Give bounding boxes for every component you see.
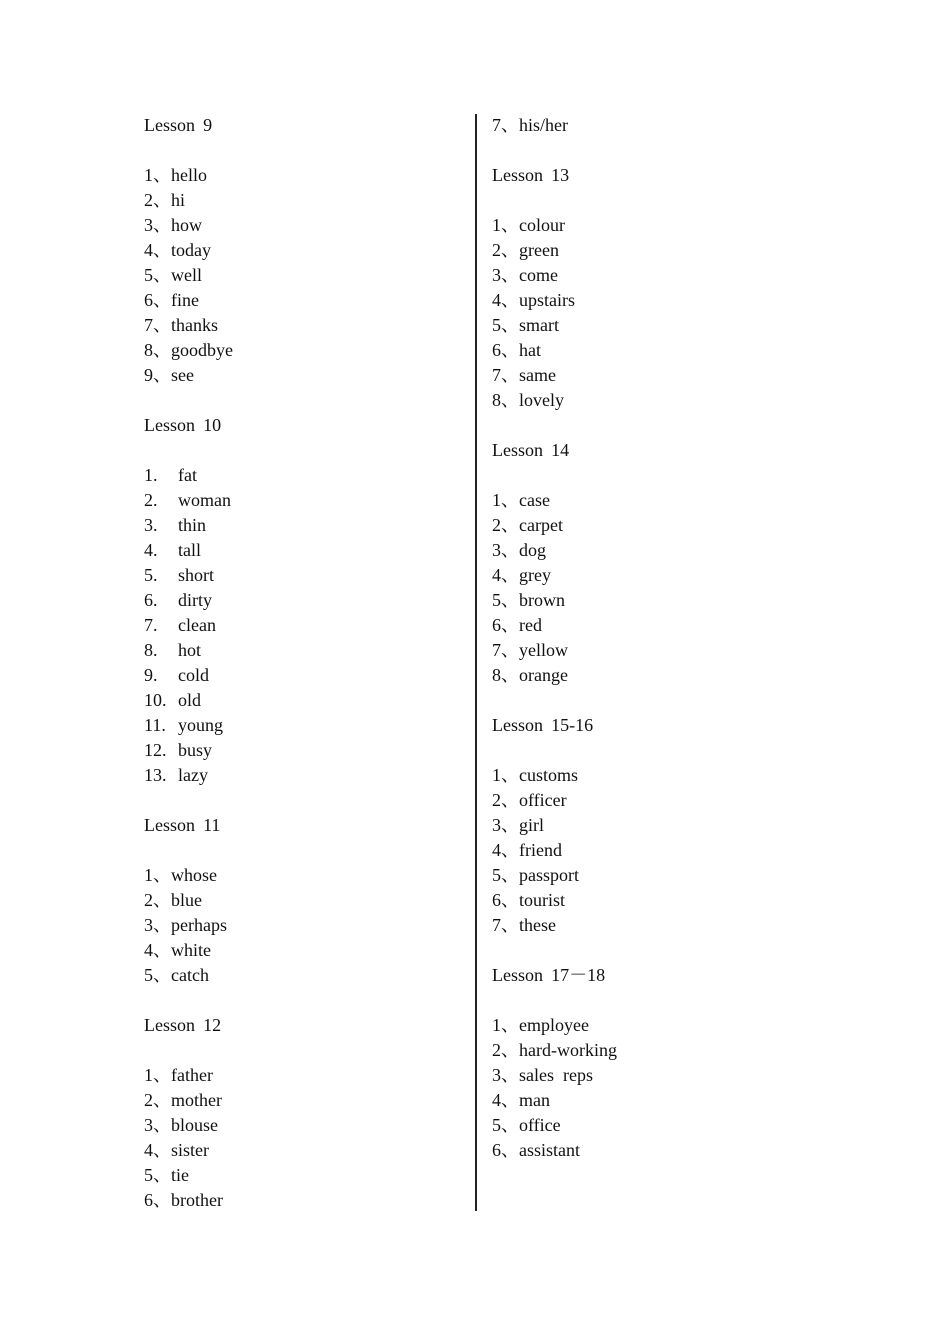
vocab-item bbox=[492, 513, 812, 538]
vocab-word: same bbox=[519, 365, 556, 385]
item-number: 7. bbox=[144, 615, 158, 635]
item-number: 2、 bbox=[144, 890, 171, 910]
item-number: 6、 bbox=[492, 1140, 519, 1160]
blank-line bbox=[492, 413, 812, 438]
vocab-word: hard-working bbox=[519, 1040, 617, 1060]
blank-line bbox=[492, 738, 812, 763]
vocab-item bbox=[144, 1163, 464, 1188]
blank-line bbox=[144, 138, 464, 163]
vocab-item bbox=[144, 1138, 464, 1163]
item-number: 7、 bbox=[492, 640, 519, 660]
item-number: 5、 bbox=[492, 1115, 519, 1135]
vocab-item bbox=[144, 1113, 464, 1138]
item-number: 6、 bbox=[492, 890, 519, 910]
blank-line bbox=[144, 838, 464, 863]
vocab-word: employee bbox=[519, 1015, 589, 1035]
vocab-item bbox=[144, 663, 464, 688]
item-number: 5、 bbox=[492, 315, 519, 335]
vocab-word: busy bbox=[178, 740, 213, 760]
item-number: 5. bbox=[144, 565, 158, 585]
lesson-number: 10 bbox=[203, 415, 222, 435]
vocab-item bbox=[144, 488, 464, 513]
lesson-heading bbox=[492, 713, 812, 738]
vocab-word: dog bbox=[519, 540, 546, 560]
item-number: 12. bbox=[144, 740, 167, 760]
vocab-item bbox=[492, 838, 812, 863]
lesson-label: Lesson bbox=[144, 815, 195, 835]
item-number: 5、 bbox=[492, 865, 519, 885]
vocab-word: woman bbox=[178, 490, 231, 510]
blank-line bbox=[492, 688, 812, 713]
vocab-word: today bbox=[171, 240, 211, 260]
vocab-word: customs bbox=[519, 765, 579, 785]
vocab-item bbox=[144, 938, 464, 963]
right-column bbox=[492, 113, 812, 1163]
vocab-item bbox=[492, 213, 812, 238]
lesson-label: Lesson bbox=[144, 1015, 195, 1035]
vocab-word: carpet bbox=[519, 515, 563, 535]
lesson-label: Lesson bbox=[492, 715, 543, 735]
item-number: 2、 bbox=[144, 1090, 171, 1110]
item-number: 1、 bbox=[492, 215, 519, 235]
vocab-item bbox=[144, 1188, 464, 1213]
vocab-word: his/her bbox=[519, 115, 568, 135]
vocab-item bbox=[492, 338, 812, 363]
item-number: 5、 bbox=[144, 965, 171, 985]
item-number: 4、 bbox=[492, 565, 519, 585]
vocab-item bbox=[144, 713, 464, 738]
item-number: 1. bbox=[144, 465, 158, 485]
vocab-word: father bbox=[171, 1065, 213, 1085]
item-number: 6、 bbox=[144, 1190, 171, 1210]
item-number: 8、 bbox=[492, 390, 519, 410]
vocab-item bbox=[492, 1013, 812, 1038]
vocab-word: old bbox=[178, 690, 202, 710]
vocab-item bbox=[492, 1063, 812, 1088]
vocab-word: hat bbox=[519, 340, 541, 360]
vocab-word: fine bbox=[171, 290, 199, 310]
lesson-heading bbox=[144, 113, 464, 138]
item-number: 4、 bbox=[492, 1090, 519, 1110]
vocab-item bbox=[144, 313, 464, 338]
item-number: 4. bbox=[144, 540, 158, 560]
vocab-item bbox=[492, 588, 812, 613]
vocab-item bbox=[144, 1063, 464, 1088]
vocab-item bbox=[492, 488, 812, 513]
vocab-item bbox=[144, 463, 464, 488]
vocab-word: clean bbox=[178, 615, 216, 635]
lesson-heading bbox=[144, 413, 464, 438]
lesson-number: 14 bbox=[551, 440, 570, 460]
item-number: 6、 bbox=[492, 340, 519, 360]
vocab-word: perhaps bbox=[171, 915, 227, 935]
vocab-word: dirty bbox=[178, 590, 212, 610]
item-number: 3、 bbox=[492, 1065, 519, 1085]
item-number: 1、 bbox=[492, 765, 519, 785]
vocab-word: cold bbox=[178, 665, 209, 685]
lesson-label: Lesson bbox=[492, 440, 543, 460]
vocab-item bbox=[492, 1038, 812, 1063]
vocab-item bbox=[144, 1088, 464, 1113]
vocab-item bbox=[144, 863, 464, 888]
vocab-word: lazy bbox=[178, 765, 208, 785]
vocab-item bbox=[492, 613, 812, 638]
item-number: 4、 bbox=[144, 940, 171, 960]
vocab-item bbox=[492, 1088, 812, 1113]
item-number: 1、 bbox=[144, 1065, 171, 1085]
vocab-word: how bbox=[171, 215, 202, 235]
vocab-word: girl bbox=[519, 815, 544, 835]
vocab-item bbox=[144, 588, 464, 613]
vocab-item bbox=[144, 288, 464, 313]
vocab-word: orange bbox=[519, 665, 568, 685]
vocab-word: catch bbox=[171, 965, 209, 985]
item-number: 5、 bbox=[144, 1165, 171, 1185]
vocab-word: young bbox=[178, 715, 223, 735]
item-number: 3、 bbox=[144, 215, 171, 235]
vocab-item bbox=[492, 663, 812, 688]
lesson-number: 12 bbox=[203, 1015, 222, 1035]
vocab-item bbox=[144, 888, 464, 913]
vocab-word: thanks bbox=[171, 315, 218, 335]
lesson-heading bbox=[144, 813, 464, 838]
vocab-word: assistant bbox=[519, 1140, 580, 1160]
vocab-word: whose bbox=[171, 865, 217, 885]
vocab-item bbox=[492, 1113, 812, 1138]
vocab-item bbox=[492, 638, 812, 663]
lesson-heading bbox=[492, 963, 812, 988]
lesson-label: Lesson bbox=[492, 165, 543, 185]
blank-line bbox=[492, 138, 812, 163]
item-number: 9. bbox=[144, 665, 158, 685]
lesson-number: 9 bbox=[203, 115, 213, 135]
item-number: 3. bbox=[144, 515, 158, 535]
lesson-number: 13 bbox=[551, 165, 570, 185]
vocab-word: see bbox=[171, 365, 194, 385]
vocab-word: hello bbox=[171, 165, 207, 185]
vocab-word: green bbox=[519, 240, 559, 260]
vocab-word: yellow bbox=[519, 640, 568, 660]
item-number: 3、 bbox=[492, 265, 519, 285]
item-number: 6、 bbox=[144, 290, 171, 310]
vocab-word: these bbox=[519, 915, 556, 935]
column-divider bbox=[475, 114, 477, 1211]
item-number: 3、 bbox=[492, 540, 519, 560]
vocab-word: passport bbox=[519, 865, 579, 885]
lesson-number: 11 bbox=[203, 815, 221, 835]
vocab-word: office bbox=[519, 1115, 561, 1135]
item-number: 4、 bbox=[144, 240, 171, 260]
vocab-word: goodbye bbox=[171, 340, 233, 360]
lesson-label: Lesson bbox=[144, 415, 195, 435]
vocab-item bbox=[144, 188, 464, 213]
item-number: 1、 bbox=[492, 1015, 519, 1035]
blank-line bbox=[492, 188, 812, 213]
vocab-item bbox=[492, 238, 812, 263]
item-number: 8、 bbox=[144, 340, 171, 360]
vocab-word: grey bbox=[519, 565, 551, 585]
vocab-word: white bbox=[171, 940, 211, 960]
vocab-item bbox=[492, 913, 812, 938]
vocab-item bbox=[144, 363, 464, 388]
lesson-label: Lesson bbox=[144, 115, 195, 135]
vocab-item bbox=[492, 288, 812, 313]
item-number: 5、 bbox=[492, 590, 519, 610]
item-number: 7、 bbox=[492, 915, 519, 935]
blank-line bbox=[492, 988, 812, 1013]
item-number: 4、 bbox=[492, 840, 519, 860]
vocab-item bbox=[492, 313, 812, 338]
item-number: 7、 bbox=[144, 315, 171, 335]
item-number: 1、 bbox=[144, 165, 171, 185]
vocab-word: upstairs bbox=[519, 290, 575, 310]
blank-line bbox=[144, 388, 464, 413]
vocab-item bbox=[492, 363, 812, 388]
blank-line bbox=[144, 788, 464, 813]
vocab-word: mother bbox=[171, 1090, 222, 1110]
lesson-heading bbox=[492, 438, 812, 463]
item-number: 8、 bbox=[492, 665, 519, 685]
item-number: 8. bbox=[144, 640, 158, 660]
vocab-word: blue bbox=[171, 890, 202, 910]
vocab-word: man bbox=[519, 1090, 550, 1110]
lesson-heading bbox=[492, 163, 812, 188]
lesson-number: 15-16 bbox=[551, 715, 594, 735]
item-number: 6、 bbox=[492, 615, 519, 635]
vocab-word: hi bbox=[171, 190, 186, 210]
item-number: 2、 bbox=[492, 790, 519, 810]
vocab-word: well bbox=[171, 265, 202, 285]
item-number: 11. bbox=[144, 715, 166, 735]
vocab-word: blouse bbox=[171, 1115, 218, 1135]
vocab-word: officer bbox=[519, 790, 567, 810]
vocab-item bbox=[492, 1138, 812, 1163]
item-number: 2、 bbox=[144, 190, 171, 210]
vocab-item bbox=[144, 913, 464, 938]
item-number: 1、 bbox=[144, 865, 171, 885]
vocab-word: case bbox=[519, 490, 550, 510]
item-number: 2、 bbox=[492, 240, 519, 260]
vocab-item bbox=[144, 513, 464, 538]
vocab-word: fat bbox=[178, 465, 197, 485]
blank-line bbox=[144, 1038, 464, 1063]
vocab-item bbox=[144, 963, 464, 988]
vocab-item bbox=[144, 238, 464, 263]
vocab-item bbox=[144, 688, 464, 713]
item-number: 4、 bbox=[492, 290, 519, 310]
vocab-item bbox=[492, 888, 812, 913]
vocab-item bbox=[492, 113, 812, 138]
vocab-word: tourist bbox=[519, 890, 566, 910]
vocab-item bbox=[492, 388, 812, 413]
vocab-item bbox=[144, 738, 464, 763]
vocab-word: tie bbox=[171, 1165, 189, 1185]
vocab-item bbox=[144, 638, 464, 663]
item-number: 2、 bbox=[492, 1040, 519, 1060]
left-column bbox=[144, 113, 464, 1213]
vocab-item bbox=[144, 263, 464, 288]
vocab-item bbox=[144, 163, 464, 188]
vocab-word: sales reps bbox=[519, 1065, 593, 1085]
vocab-item bbox=[492, 763, 812, 788]
item-number: 13. bbox=[144, 765, 167, 785]
vocab-item bbox=[492, 813, 812, 838]
vocab-word: brown bbox=[519, 590, 565, 610]
item-number: 3、 bbox=[144, 915, 171, 935]
vocab-item bbox=[492, 263, 812, 288]
vocab-word: colour bbox=[519, 215, 565, 235]
item-number: 7、 bbox=[492, 365, 519, 385]
vocab-word: tall bbox=[178, 540, 201, 560]
blank-line bbox=[492, 938, 812, 963]
vocab-word: brother bbox=[171, 1190, 223, 1210]
blank-line bbox=[144, 438, 464, 463]
item-number: 2. bbox=[144, 490, 158, 510]
vocab-word: smart bbox=[519, 315, 559, 335]
vocab-item bbox=[144, 338, 464, 363]
item-number: 5、 bbox=[144, 265, 171, 285]
vocab-word: come bbox=[519, 265, 558, 285]
vocab-word: short bbox=[178, 565, 214, 585]
vocab-item bbox=[144, 763, 464, 788]
vocab-item bbox=[492, 863, 812, 888]
vocab-word: thin bbox=[178, 515, 207, 535]
lesson-label: Lesson bbox=[492, 965, 543, 985]
vocab-word: hot bbox=[178, 640, 202, 660]
lesson-number: 17－18 bbox=[551, 965, 606, 985]
vocab-item bbox=[492, 538, 812, 563]
blank-line bbox=[144, 988, 464, 1013]
lesson-heading bbox=[144, 1013, 464, 1038]
vocab-word: friend bbox=[519, 840, 562, 860]
vocab-word: sister bbox=[171, 1140, 209, 1160]
vocab-item bbox=[492, 788, 812, 813]
vocab-item bbox=[144, 538, 464, 563]
item-number: 3、 bbox=[492, 815, 519, 835]
item-number: 1、 bbox=[492, 490, 519, 510]
vocab-item bbox=[144, 563, 464, 588]
item-number: 3、 bbox=[144, 1115, 171, 1135]
vocab-word: lovely bbox=[519, 390, 564, 410]
item-number: 10. bbox=[144, 690, 167, 710]
vocab-word: red bbox=[519, 615, 542, 635]
item-number: 2、 bbox=[492, 515, 519, 535]
item-number: 7、 bbox=[492, 115, 519, 135]
item-number: 4、 bbox=[144, 1140, 171, 1160]
item-number: 6. bbox=[144, 590, 158, 610]
vocab-item bbox=[144, 613, 464, 638]
vocab-item bbox=[492, 563, 812, 588]
vocab-item bbox=[144, 213, 464, 238]
item-number: 9、 bbox=[144, 365, 171, 385]
blank-line bbox=[492, 463, 812, 488]
